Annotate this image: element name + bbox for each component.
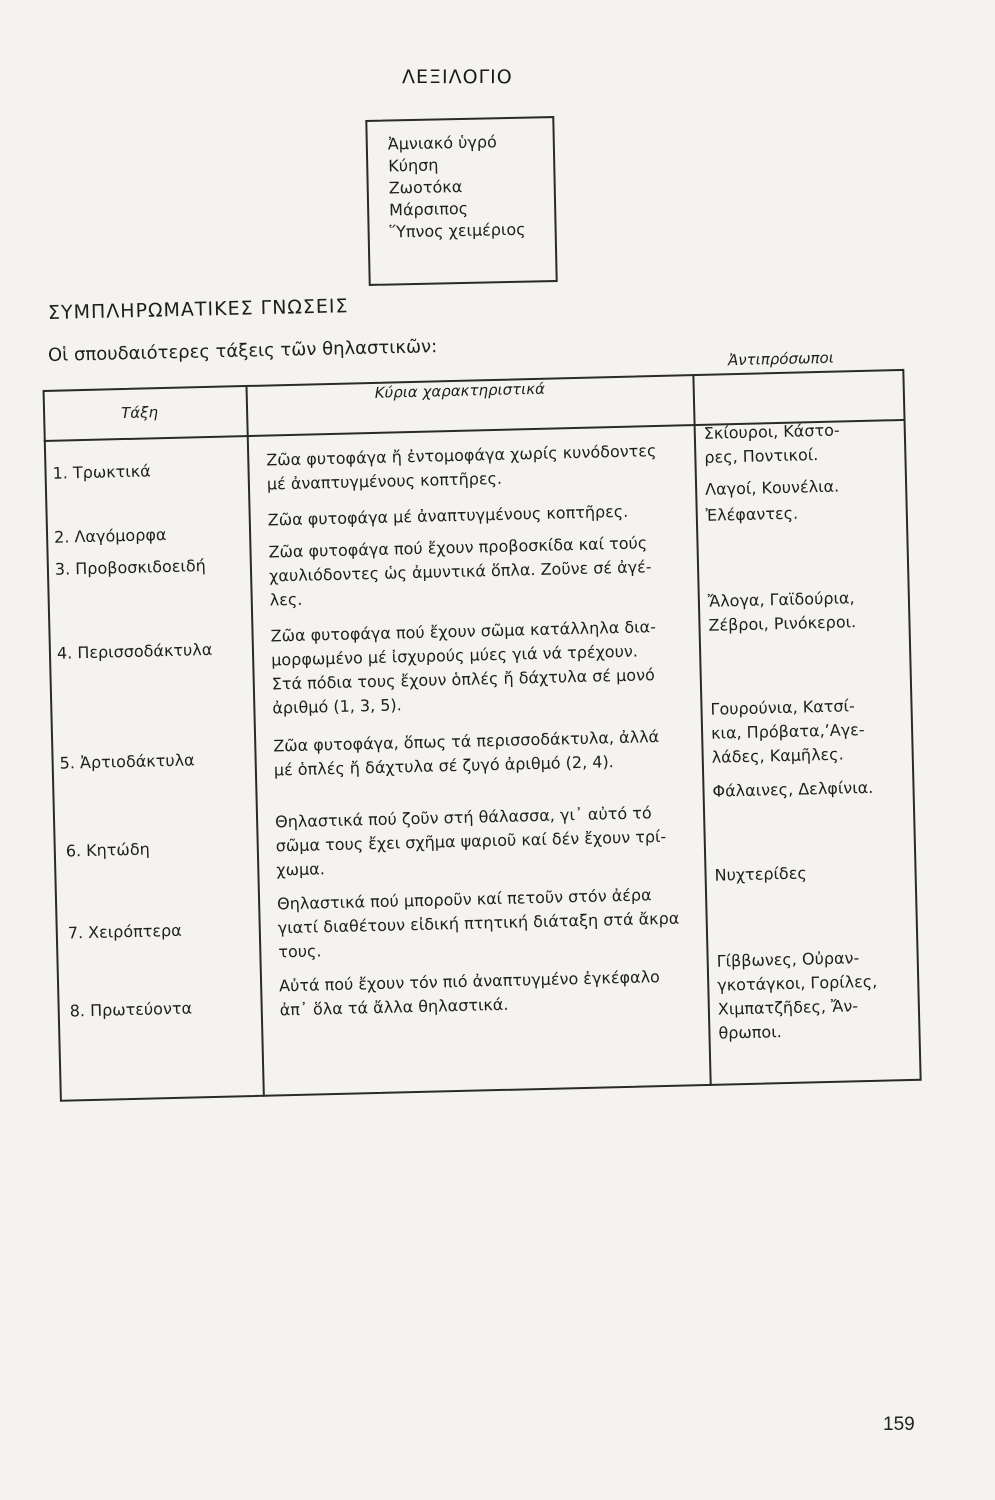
order-representatives bbox=[710, 694, 865, 770]
representative-line: Λαγοί, Κουνέλια. bbox=[704, 476, 840, 499]
representative-line: Ἐλέφαντες. bbox=[705, 503, 799, 525]
section-subtitle: Οἱ σπουδαιότερες τάξεις τῶν θηλαστικῶν: bbox=[47, 336, 438, 366]
feature-line: ἀριθμό (1, 3, 5). bbox=[272, 695, 402, 718]
glossary-item: Κύηση bbox=[388, 155, 439, 176]
order-features bbox=[270, 615, 658, 720]
feature-line: χαυλιόδοντες ὡς ἀμυντικά ὅπλα. Ζοῦνε σέ ἀγέ- bbox=[268, 557, 652, 586]
feature-line: σῶμα τους ἔχει σχῆμα ψαριοῦ καί δέν ἔχουν τρί- bbox=[275, 826, 667, 856]
order-representatives bbox=[708, 586, 857, 638]
representative-line: θρωποι. bbox=[718, 1022, 782, 1043]
representative-line: κια, Πρόβατα,ʼΑγε- bbox=[710, 720, 865, 743]
section-title: ΣΥΜΠΛΗΡΩΜΑΤΙΚΕΣ ΓΝΩΣΕΙΣ bbox=[47, 295, 349, 324]
feature-line: γιατί διαθέτουν εἰδική πτητική διάταξη στά ἄκρα bbox=[277, 908, 680, 938]
order-representatives bbox=[712, 776, 873, 804]
glossary-item: Ὕπνος χειμέριος bbox=[389, 219, 526, 242]
order-name: 6. Κητώδη bbox=[65, 839, 150, 861]
representative-line: Νυχτερίδες bbox=[714, 863, 807, 885]
order-name: 5. Ἀρτιοδάκτυλα bbox=[59, 750, 195, 773]
feature-line: Θηλαστικά πού ζοῦν στή θάλασσα, γι᾽ αὐτό τό bbox=[274, 803, 652, 832]
feature-line: μορφωμένο μέ ἰσχυρούς μύες γιά νά τρέχουν. bbox=[270, 641, 639, 670]
order-features bbox=[273, 725, 660, 782]
order-features bbox=[266, 439, 657, 497]
order-name: 1. Τρωκτικά bbox=[52, 461, 151, 483]
representative-line: Φάλαινες, Δελφίνια. bbox=[712, 777, 874, 801]
order-representatives bbox=[716, 946, 878, 1046]
order-name: 8. Πρωτεύοντα bbox=[69, 998, 193, 1021]
order-name: 3. Προβοσκιδοειδή bbox=[54, 556, 206, 579]
representative-line: γκοτάγκοι, Γορίλες, bbox=[717, 971, 878, 995]
header-representatives: Ἀντιπρόσωποι bbox=[727, 348, 835, 370]
order-representatives bbox=[714, 861, 807, 887]
order-features bbox=[268, 531, 652, 612]
order-name: 4. Περισσοδάκτυλα bbox=[56, 639, 213, 663]
feature-line: μέ ἀναπτυγμένους κοπτῆρες. bbox=[266, 468, 503, 494]
feature-line: Ζῶα φυτοφάγα, ὅπως τά περισσοδάκτυλα, ἀλλά bbox=[273, 727, 660, 756]
feature-line: Θηλαστικά πού μποροῦν καί πετοῦν στόν ἀέρα bbox=[276, 885, 652, 914]
representative-line: Χιμπατζῆδες, Ἄν- bbox=[717, 996, 859, 1019]
order-features bbox=[275, 801, 667, 883]
header-features: Κύρια χαρακτηριστικά bbox=[374, 379, 546, 402]
representative-line: Σκίουροι, Κάστο- bbox=[703, 420, 840, 443]
representative-line: Ζέβροι, Ρινόκεροι. bbox=[708, 612, 857, 635]
glossary-title: ΛΕΞΙΛΟΓΙΟ bbox=[402, 66, 513, 88]
order-name: 7. Χειρόπτερα bbox=[67, 920, 182, 943]
feature-line: Αὐτά πού ἔχουν τόν πιό ἀναπτυγμένο ἐγκέφαλο bbox=[278, 967, 661, 996]
mammal-orders-table bbox=[42, 347, 928, 1110]
page-number: 159 bbox=[883, 1414, 915, 1435]
feature-line: Στά πόδια τους ἔχουν ὁπλές ἤ δάχτυλα σέ μονό bbox=[271, 665, 656, 694]
order-name: 2. Λαγόμορφα bbox=[53, 525, 167, 547]
feature-line: χωμα. bbox=[276, 859, 326, 880]
representative-line: Ἄλογα, Γαϊδούρια, bbox=[707, 588, 855, 611]
feature-line: λες. bbox=[269, 589, 303, 610]
order-features bbox=[279, 965, 661, 1022]
feature-line: τους. bbox=[278, 941, 322, 962]
order-representatives bbox=[705, 475, 840, 502]
glossary-item: Ζωοτόκα bbox=[388, 176, 463, 198]
representative-line: λάδες, Καμῆλες. bbox=[711, 744, 844, 767]
order-representatives bbox=[706, 502, 799, 528]
order-representatives bbox=[704, 419, 841, 470]
feature-line: Ζῶα φυτοφάγα πού ἔχουν προβοσκίδα καί τούς bbox=[268, 533, 648, 562]
order-features bbox=[277, 883, 680, 965]
feature-line: Ζῶα φυτοφάγα μέ ἀναπτυγμένους κοπτῆρες. bbox=[267, 501, 629, 530]
representative-line: Γουρούνια, Κατσί- bbox=[710, 696, 855, 719]
feature-line: Ζῶα φυτοφάγα ἤ ἐντομοφάγα χωρίς κυνόδοντες bbox=[266, 441, 657, 470]
glossary-item: Ἀμνιακό ὑγρό bbox=[387, 132, 497, 154]
representative-line: ρες, Ποντικοί. bbox=[704, 445, 819, 467]
glossary-item: Μάρσιπος bbox=[388, 198, 469, 220]
glossary-box bbox=[365, 116, 557, 286]
feature-line: Ζῶα φυτοφάγα πού ἔχουν σῶμα κατάλληλα δια- bbox=[270, 617, 657, 646]
feature-line: μέ ὁπλές ἤ δάχτυλα σέ ζυγό ἀριθμό (2, 4). bbox=[273, 752, 614, 780]
representative-line: Γίββωνες, Οὐραν- bbox=[716, 948, 860, 971]
feature-line: ἀπ᾽ ὅλα τά ἄλλα θηλαστικά. bbox=[279, 994, 509, 1020]
header-order: Τάξη bbox=[120, 403, 159, 423]
